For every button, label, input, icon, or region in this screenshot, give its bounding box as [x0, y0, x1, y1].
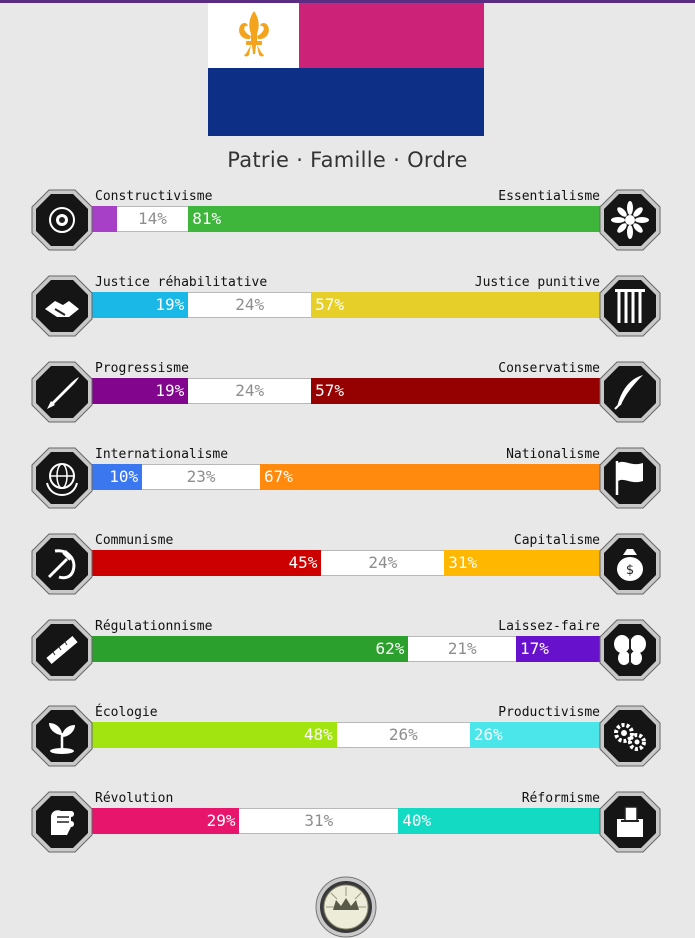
- fist-icon: [31, 791, 93, 853]
- axis-row: [0, 619, 695, 689]
- axis-right-segment: 81%: [188, 206, 603, 232]
- motto: Patrie · Famille · Ordre: [227, 148, 468, 172]
- axis-row: [0, 275, 695, 345]
- globe-icon: [31, 447, 93, 509]
- axis-neutral-segment: 24%: [321, 550, 444, 576]
- sprout-icon: [31, 705, 93, 767]
- axis-right-label: Nationalisme: [506, 447, 600, 462]
- axis-bar: [91, 206, 603, 232]
- axis-neutral-segment: 23%: [142, 464, 260, 490]
- axis-left-label: Justice réhabilitative: [95, 275, 268, 290]
- axis-right-label: Essentialisme: [498, 189, 600, 204]
- flag-blue-band: [208, 68, 484, 136]
- axis-left-label: Écologie: [95, 705, 158, 720]
- axis-right-segment: 67%: [260, 464, 603, 490]
- axis-left-label: Constructivisme: [95, 189, 213, 204]
- handshake-icon: [31, 275, 93, 337]
- axis-left-segment: 19%: [91, 292, 188, 318]
- axis-row: [0, 189, 695, 259]
- axis-left-segment: 45%: [91, 550, 321, 576]
- axis-left-label: Internationalisme: [95, 447, 229, 462]
- axis-right-segment: 57%: [311, 292, 603, 318]
- axis-neutral-segment: 26%: [337, 722, 470, 748]
- axis-left-segment: 29%: [91, 808, 239, 834]
- axis-bar: [91, 636, 603, 662]
- flower-icon: [599, 189, 661, 251]
- axis-row: [0, 791, 695, 861]
- axis-neutral-segment: 24%: [188, 378, 311, 404]
- axis-bar: [91, 378, 603, 404]
- axis-left-label: Révolution: [95, 791, 174, 806]
- axis-right-label: Justice punitive: [474, 275, 600, 290]
- axis-left-segment: [91, 206, 117, 232]
- axis-bar: [91, 722, 603, 748]
- axis-row: [0, 705, 695, 775]
- axis-row: [0, 361, 695, 431]
- rocket-icon: [31, 361, 93, 423]
- eye-icon: [31, 189, 93, 251]
- axis-bar: [91, 550, 603, 576]
- gears-icon: [599, 705, 661, 767]
- axis-left-segment: 10%: [91, 464, 142, 490]
- axis-left-segment: 48%: [91, 722, 337, 748]
- axis-right-label: Réformisme: [521, 791, 600, 806]
- axis-bar: [91, 464, 603, 490]
- axis-left-label: Régulationnisme: [95, 619, 213, 634]
- axis-row: [0, 447, 695, 517]
- axis-left-segment: 62%: [91, 636, 408, 662]
- axis-right-segment: 57%: [311, 378, 603, 404]
- ballot-icon: [599, 791, 661, 853]
- axis-right-label: Conservatisme: [498, 361, 600, 376]
- axis-neutral-segment: 21%: [408, 636, 516, 662]
- ruler-icon: [31, 619, 93, 681]
- svg-text:$: $: [625, 563, 635, 578]
- axis-left-label: Communisme: [95, 533, 174, 548]
- axis-left-label: Progressisme: [95, 361, 189, 376]
- flag-icon: [599, 447, 661, 509]
- money-bag-icon: [599, 533, 661, 595]
- flag: [208, 3, 484, 136]
- axis-right-segment: 31%: [444, 550, 603, 576]
- hammer-sickle-icon: [31, 533, 93, 595]
- axis-row: [0, 533, 695, 603]
- axis-right-segment: 40%: [398, 808, 603, 834]
- flag-pink-band: [299, 3, 484, 68]
- axis-neutral-segment: 31%: [239, 808, 398, 834]
- axis-bar: [91, 292, 603, 318]
- axis-bar: [91, 808, 603, 834]
- quill-icon: [599, 361, 661, 423]
- butterfly-icon: [599, 619, 661, 681]
- crown-seal-icon: [315, 876, 377, 938]
- axis-right-label: Productivisme: [498, 705, 600, 720]
- axis-right-label: Laissez-faire: [498, 619, 600, 634]
- axis-left-segment: 19%: [91, 378, 188, 404]
- axis-right-segment: 17%: [516, 636, 603, 662]
- axis-right-segment: 26%: [470, 722, 603, 748]
- axis-neutral-segment: 24%: [188, 292, 311, 318]
- prison-bars-icon: [599, 275, 661, 337]
- fleur-de-lys-icon: [236, 9, 272, 61]
- axis-neutral-segment: 14%: [117, 206, 189, 232]
- axis-right-label: Capitalisme: [513, 533, 600, 548]
